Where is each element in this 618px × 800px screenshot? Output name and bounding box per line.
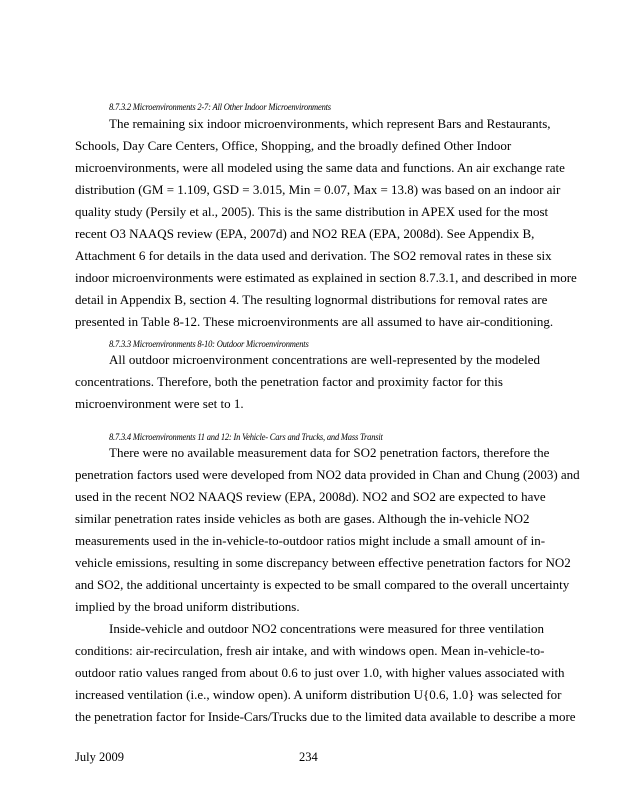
paragraph-line: vehicle emissions, resulting in some discrepancy between effective penetration factors for NO2 (75, 555, 571, 570)
paragraph-line: microenvironment were set to 1. (75, 396, 244, 411)
paragraph-line: used in the recent NO2 NAAQS review (EPA, 2008d). NO2 and SO2 are expected to have (75, 489, 546, 504)
paragraph-line: The remaining six indoor microenvironments, which represent Bars and Restaurants, (109, 116, 551, 131)
paragraph-line: quality study (Persily et al., 2005). This is the same distribution in APEX used for the most (75, 204, 549, 219)
footer-date: July 2009 (75, 750, 124, 764)
paragraph-line: Inside-vehicle and outdoor NO2 concentrations were measured for three ventilation (109, 621, 544, 636)
paragraph-line: increased ventilation (i.e., window open). A uniform distribution U{0.6, 1.0} was selected for (75, 687, 562, 702)
paragraph-line: conditions: air-recirculation, fresh air intake, and with windows open. Mean in-vehicle-to- (75, 643, 545, 658)
paragraph-line: concentrations. Therefore, both the penetration factor and proximity factor for this (75, 374, 503, 389)
paragraph-line: similar penetration rates inside vehicles as both are gases. Although the in-vehicle NO2 (75, 511, 530, 526)
paragraph-line: Attachment 6 for details in the data used and derivation. The SO2 removal rates in these six (75, 248, 552, 263)
paragraph-line: recent O3 NAAQS review (EPA, 2007d) and NO2 REA (EPA, 2008d). See Appendix B, (75, 226, 535, 241)
paragraph-line: presented in Table 8-12. These microenvironments are all assumed to have air-conditioning. (75, 314, 554, 329)
paragraph-line: microenvironments, were all modeled using the same data and functions. An air exchange rate (75, 160, 565, 175)
paragraph-line: and SO2, the additional uncertainty is expected to be small compared to the overall uncertainty (75, 577, 570, 592)
paragraph-line: indoor microenvironments were estimated as explained in section 8.7.3.1, and described in more (75, 270, 577, 285)
paragraph-line: outdoor ratio values ranged from about 0.6 to just over 1.0, with higher values associated with (75, 665, 565, 680)
paragraph-line: Schools, Day Care Centers, Office, Shopping, and the broadly defined Other Indoor (75, 138, 512, 153)
paragraph-line: distribution (GM = 1.109, GSD = 3.015, Min = 0.07, Max = 13.8) was based on an indoor air (75, 182, 561, 197)
footer-page-number: 234 (299, 750, 318, 764)
paragraph-line: All outdoor microenvironment concentrations are well-represented by the modeled (109, 352, 541, 367)
section-heading-8-7-3-4: 8.7.3.4 Microenvironments 11 and 12: In Vehicle- Cars and Trucks, and Mass Transit (109, 431, 383, 443)
paragraph-line: detail in Appendix B, section 4. The resulting lognormal distributions for removal rates are (75, 292, 548, 307)
paragraph-line: the penetration factor for Inside-Cars/Trucks due to the limited data available to describe a more (75, 709, 576, 724)
paragraph-line: measurements used in the in-vehicle-to-outdoor ratios might include a small amount of in- (75, 533, 546, 548)
paragraph-line: penetration factors used were developed from NO2 data provided in Chan and Chung (2003) and (75, 467, 580, 482)
section-heading-8-7-3-2: 8.7.3.2 Microenvironments 2-7: All Other Indoor Microenvironments (109, 101, 331, 113)
paragraph-line: implied by the broad uniform distributions. (75, 599, 300, 614)
section-heading-8-7-3-3: 8.7.3.3 Microenvironments 8-10: Outdoor Microenvironments (109, 338, 309, 350)
paragraph-line: There were no available measurement data for SO2 penetration factors, therefore the (109, 445, 550, 460)
